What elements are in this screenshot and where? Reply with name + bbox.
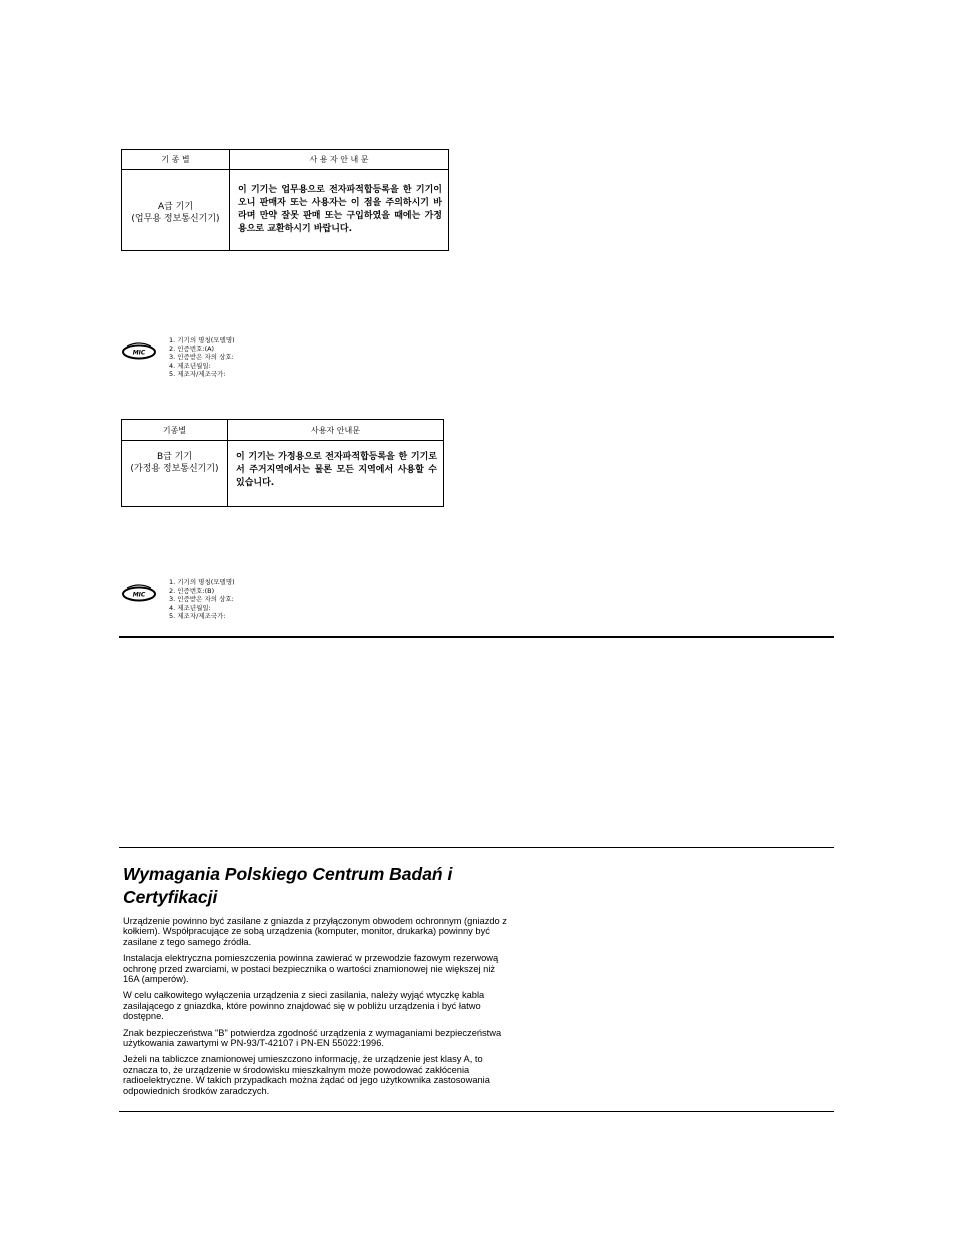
device-class-label: A급 기기 (157, 202, 194, 212)
list-item: 2. 인증번호:(A) (169, 344, 215, 353)
section-title: Wymagania Polskiego Centrum Badań i Certyfikacji (123, 864, 453, 907)
polish-requirements-body (123, 916, 513, 1102)
user-guide-text: 이 기기는 업무용으로 전자파적합등록을 한 기기이오니 판매자 또는 사용자는 이 점을 주의하시기 바라며 만약 잘못 판매 또는 구입하였을 때에는 가정용으로 교환하시기 바랍니다. (230, 170, 449, 251)
korean-class-b-table (121, 419, 444, 507)
list-item: 2. 인증번호:(B) (169, 586, 215, 595)
korean-class-a-table (121, 149, 449, 251)
list-item: 4. 제조년월일: (169, 603, 211, 612)
table-header-class: 기 종 별 (122, 150, 230, 170)
paragraph: Urządzenie powinno być zasilane z gniazda z przyłączonym obwodem ochronnym (gniazdo z kołkiem). Współpracujące ze sobą urządzenia (komputer, monitor, drukarka) powinny być zasilane z tego samego źródła. (123, 916, 507, 947)
section-divider (119, 636, 834, 638)
mic-info-list (169, 578, 235, 621)
paragraph: Jeżeli na tabliczce znamionowej umieszczono informację, że urządzenie jest klasy A, to oznacza to, że urządzenie w środowisku mieszkalnym może powodować zakłócenia radioelektryczne. W takich przypadkach można żądać od jego użytkownika zastosowania odpowiednich środków zaradczych. (123, 1054, 490, 1096)
list-item: 5. 제조자/제조국가: (169, 612, 226, 621)
mic-logo-icon (121, 342, 157, 362)
table-header-class: 기종별 (122, 420, 228, 441)
device-class-usage: (가정용 정보통신기기) (130, 464, 219, 474)
paragraph: Instalacja elektryczna pomieszczenia powinna zawierać w przewodzie fazowym rezerwową ochronę przed zwarciami, w postaci bezpiecznika o wartości znamionowej nie większej niż 16A (amperów). (123, 953, 499, 985)
svg-text:MIC: MIC (132, 349, 146, 357)
list-item: 3. 인증받은 자의 상호: (169, 595, 234, 604)
paragraph: Znak bezpieczeństwa "B" potwierdza zgodność urządzenia z wymaganiami bezpieczeństwa użytkowania zawartymi w PN-93/T-42107 i PN-EN 55022:1996. (123, 1027, 502, 1049)
device-class-label: B급 기기 (156, 452, 193, 462)
device-class-cell (122, 170, 230, 251)
mic-info-list (169, 336, 235, 379)
list-item: 5. 제조자/제조국가: (169, 370, 226, 379)
device-class-cell (122, 441, 228, 507)
section-divider (119, 847, 834, 848)
list-item: 1. 기기의 명칭(모델명) (169, 578, 235, 586)
paragraph: W celu całkowitego wyłączenia urządzenia z sieci zasilania, należy wyjąć wtyczkę kabla zasilającego z gniazdka, które powinno znajdować się w pobliżu urządzenia i być łatwo dostępne. (123, 990, 485, 1022)
table-header-guide: 사용자 안내문 (228, 420, 444, 441)
list-item: 1. 기기의 명칭(모델명) (169, 336, 235, 344)
user-guide-text: 이 기기는 가정용으로 전자파적합등록을 한 기기로서 주거지역에서는 물론 모든 지역에서 사용할 수 있습니다. (228, 441, 444, 507)
mic-label-block-a (121, 336, 321, 380)
table-header-guide: 사 용 자 안 내 문 (230, 150, 449, 170)
mic-logo-icon (121, 584, 157, 604)
list-item: 3. 인증받은 자의 상호: (169, 353, 234, 362)
mic-label-block-b (121, 578, 321, 622)
svg-text:MIC: MIC (132, 591, 146, 599)
list-item: 4. 제조년월일: (169, 361, 211, 370)
device-class-usage: (업무용 정보통신기기) (131, 214, 220, 224)
section-divider (119, 1111, 834, 1112)
